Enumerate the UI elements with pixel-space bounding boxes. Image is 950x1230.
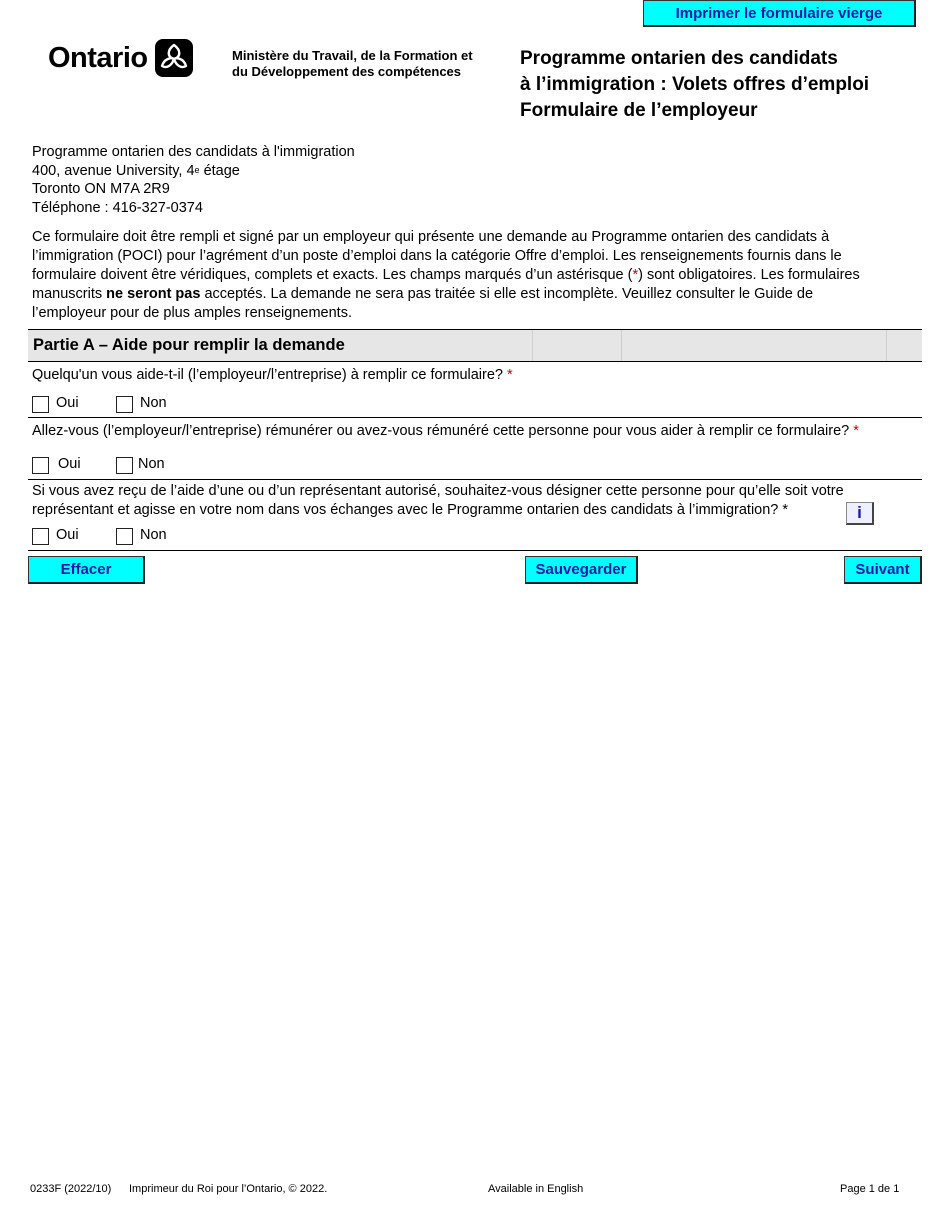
q1-yes-checkbox[interactable] [32,396,49,413]
ministry-name [232,48,502,80]
address-line-1: Programme ontarien des candidats à l'immigration [32,144,355,160]
address-line-3: Toronto ON M7A 2R9 [32,181,170,197]
header-cell-divider [532,330,533,361]
header-cell-divider [621,330,622,361]
intro-line-2: l’immigration (POCI) pour l’agrément d’un poste d’emploi dans la catégorie Offre d’emploi. Les renseignements fournis dans le [32,248,842,264]
available-in-english: Available in English [488,1183,584,1195]
ministry-line-2: du Développement des compétences [232,64,462,79]
program-address [32,143,355,217]
form-title-line-2: à l’immigration : Volets offres d’emploi [520,74,870,95]
intro-line-3: formulaire doivent être véridiques, complets et exacts. Les champs marqués d’un astérisque (*) sont obligatoires. Les formulaires [32,267,860,283]
logo-text: Ontario [48,41,148,74]
intro-paragraph [32,228,922,323]
page-number: Page 1 de 1 [840,1183,900,1195]
next-button[interactable]: Suivant [844,556,922,584]
save-button[interactable]: Sauvegarder [525,556,638,584]
q2-yes-checkbox[interactable] [32,457,49,474]
address-phone: Téléphone : 416-327-0374 [32,199,203,216]
q3-yes-checkbox[interactable] [32,528,49,545]
form-title-line-3: Formulaire de l’employeur [520,100,758,121]
q1-no-label: Non [140,395,167,411]
header-cell-divider [886,330,887,361]
q2-no-checkbox[interactable] [116,457,133,474]
ontario-logo [48,38,194,78]
form-number: 0233F (2022/10) [30,1183,112,1195]
q2-yes-label: Oui [58,456,81,472]
q3-no-label: Non [140,527,167,543]
q1-no-checkbox[interactable] [116,396,133,413]
info-button[interactable]: i [846,502,874,525]
ministry-line-1: Ministère du Travail, de la Formation et [232,48,473,63]
q3-yes-label: Oui [56,527,79,543]
row-divider [28,479,922,480]
question-2: Allez-vous (l’employeur/l’entreprise) rémunérer ou avez-vous rémunéré cette personne pour vous aider à remplir ce formulaire? * [32,423,859,439]
address-line-2: 400, avenue University, 4e étage [32,162,240,179]
row-divider [28,550,922,551]
row-divider [28,417,922,418]
intro-line-5: l’employeur pour de plus amples renseignements. [32,305,352,321]
q1-yes-label: Oui [56,395,79,411]
section-a-title: Partie A – Aide pour remplir la demande [33,336,345,354]
clear-button[interactable]: Effacer [28,556,145,584]
section-a-header [28,329,922,362]
q3-no-checkbox[interactable] [116,528,133,545]
question-1: Quelqu'un vous aide-t-il (l’employeur/l’entreprise) à remplir ce formulaire? * [32,367,513,383]
form-title [520,46,940,124]
printer-copyright: Imprimeur du Roi pour l’Ontario, © 2022. [129,1183,328,1195]
intro-line-4: manuscrits ne seront pas acceptés. La demande ne sera pas traitée si elle est incomplète. Veuillez consulter le Guide de [32,286,814,302]
intro-line-1: Ce formulaire doit être rempli et signé par un employeur qui présente une demande au Programme ontarien des candidats à [32,229,830,245]
question-3: Si vous avez reçu de l’aide d’une ou d’un représentant autorisé, souhaitez-vous désigner cette personne pour qu’elle soit votre représentant et agisse en votre nom dans vos échanges avec le Programme ontarien des candidats à l’immigration? * [32,483,844,518]
print-blank-form-button[interactable]: Imprimer le formulaire vierge [643,0,916,27]
trillium-icon [154,38,194,78]
q2-no-label: Non [138,456,165,472]
form-title-line-1: Programme ontarien des candidats [520,48,838,69]
